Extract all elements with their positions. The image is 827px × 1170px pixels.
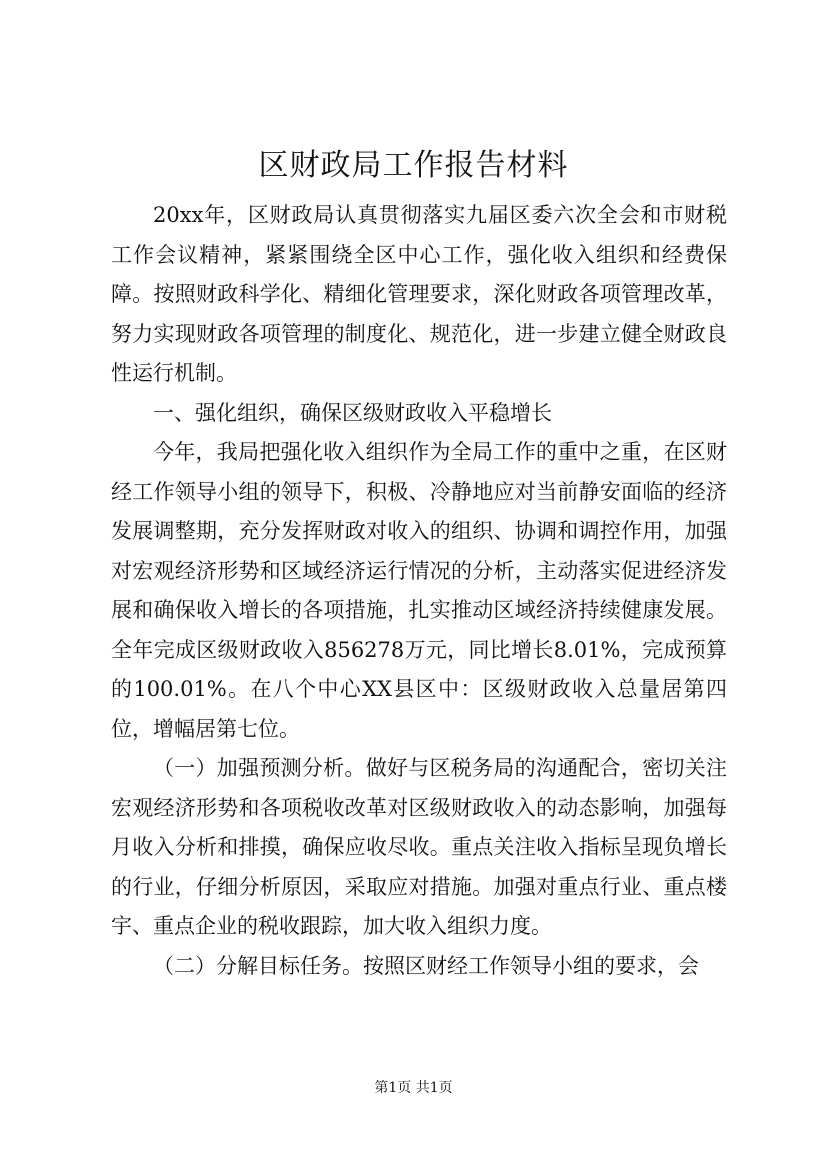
paragraph-subsection-1: （一）加强预测分析。做好与区税务局的沟通配合，密切关注宏观经济形势和各项税收改革对区级财政收入的动态影响，加强每月收入分析和排摸，确保应收尽收。重点关注收入指标呈现负增长的行业，仔细分析原因，采取应对措施。加强对重点行业、重点楼宇、重点企业的税收跟踪，加大收入组织力度。 [111,756,727,938]
paragraph-intro: 20xx年，区财政局认真贯彻落实九届区委六次全会和市财税工作会议精神，紧紧围绕全区中心工作，强化收入组织和经费保障。按照财政科学化、精细化管理要求，深化财政各项管理改革，努力实现财政各项管理的制度化、规范化，进一步建立健全财政良性运行机制。 [111,203,727,385]
page-footer: 第1页 共1页 [374,1080,453,1096]
document-title: 区财政局工作报告材料 [258,148,569,183]
paragraph-subsection-2: （二）分解目标任务。按照区财经工作领导小组的要求，会 [153,953,699,978]
document-body [111,196,727,986]
paragraph-section-1: 今年，我局把强化收入组织作为全局工作的重中之重，在区财经工作领导小组的领导下，积极、冷静地应对当前静安面临的经济发展调整期，充分发挥财政对收入的组织、协调和调控作用，加强对宏观经济形势和区域经济运行情况的分析，主动落实促进经济发展和确保收入增长的各项措施，扎实推动区域经济持续健康发展。全年完成区级财政收入856278万元，同比增长8.01%，完成预算的100.01%。在八个中心XX县区中：区级财政收入总量居第四位，增幅居第七位。 [111,440,727,741]
section-heading-1: 一、强化组织，确保区级财政收入平稳增长 [153,400,552,425]
